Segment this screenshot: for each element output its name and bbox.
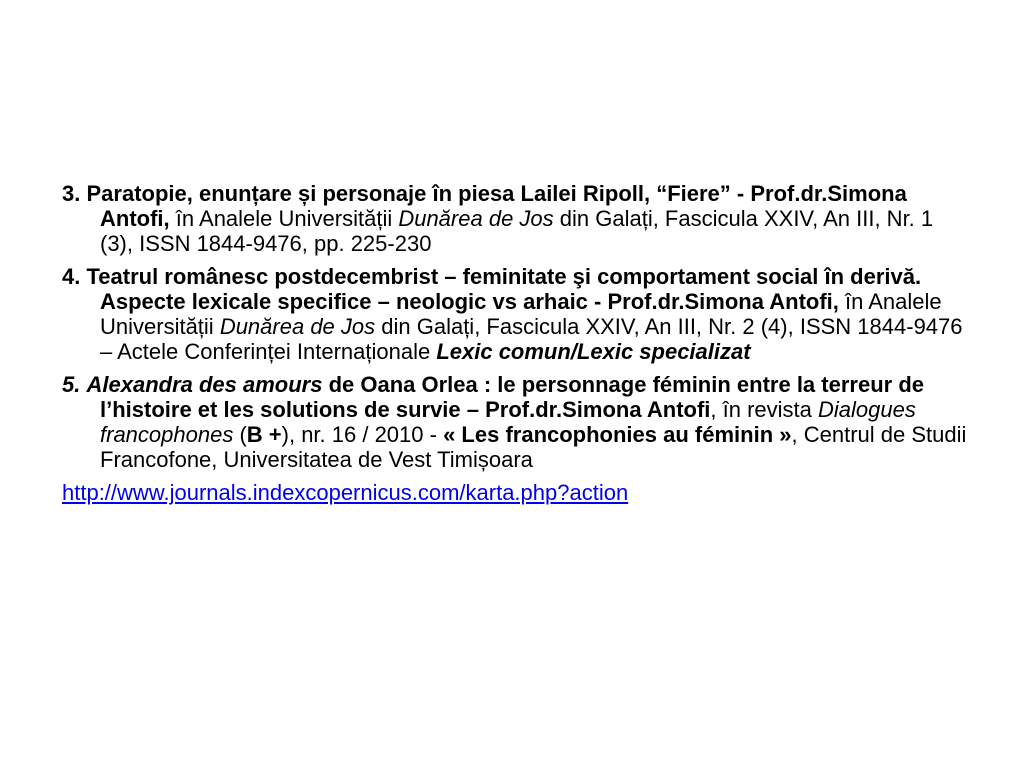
entry-details: din Galați, Fascicula XXIV, An III, Nr. 1 (3), ISSN 1844-9476, pp. 225-230 [100, 206, 934, 256]
entry-number: 4. [62, 264, 81, 289]
entry-number: 5. [62, 372, 81, 397]
entry-conference: Lexic comun/Lexic specializat [436, 339, 751, 364]
publication-entry-5 [62, 372, 967, 472]
indexcopernicus-link[interactable]: http://www.journals.indexcopernicus.com/karta.php?action [62, 480, 629, 505]
entry-rating: B + [246, 422, 282, 447]
publication-list [62, 181, 967, 513]
link-paragraph [62, 480, 967, 505]
entry-in-text: , în revista [710, 397, 819, 422]
entry-details: , Centrul de Studii Francofone, Universitatea de Vest Timișoara [100, 422, 967, 472]
entry-details: din Galați, Fascicula XXIV, An III, Nr. 2 (4), ISSN 1844-9476 – Actele Conferinței Internaționale [100, 314, 963, 364]
entry-after-rating: ), nr. 16 / 2010 - [281, 422, 444, 447]
entry-title: Paratopie, enunțare și personaje în piesa Lailei Ripoll, “Fiere” - Prof.dr.Simona Antofi, [86, 181, 907, 231]
entry-number: 3. [62, 181, 81, 206]
entry-journal: Dunărea de Jos [398, 206, 554, 231]
entry-in-text: în Analele Universității [169, 206, 399, 231]
entry-work: Alexandra des amours [86, 372, 323, 397]
publication-entry-3 [62, 181, 967, 256]
entry-issue-title: « Les francophonies au féminin » [443, 422, 792, 447]
entry-journal: Dialogues francophones [100, 397, 916, 447]
entry-title: Teatrul românesc postdecembrist – feminitate şi comportament social în derivă. Aspecte lexicale specifice – neologic vs arhaic - Prof.dr.Simona Antofi, [86, 264, 922, 314]
entry-in-text: în Analele Universității [100, 289, 942, 339]
entry-paren: ( [233, 422, 247, 447]
publication-entry-4 [62, 264, 967, 364]
entry-title: de Oana Orlea : le personnage féminin entre la terreur de l’histoire et les solutions de survie – Prof.dr.Simona Antofi [100, 372, 924, 422]
entry-journal: Dunărea de Jos [219, 314, 376, 339]
